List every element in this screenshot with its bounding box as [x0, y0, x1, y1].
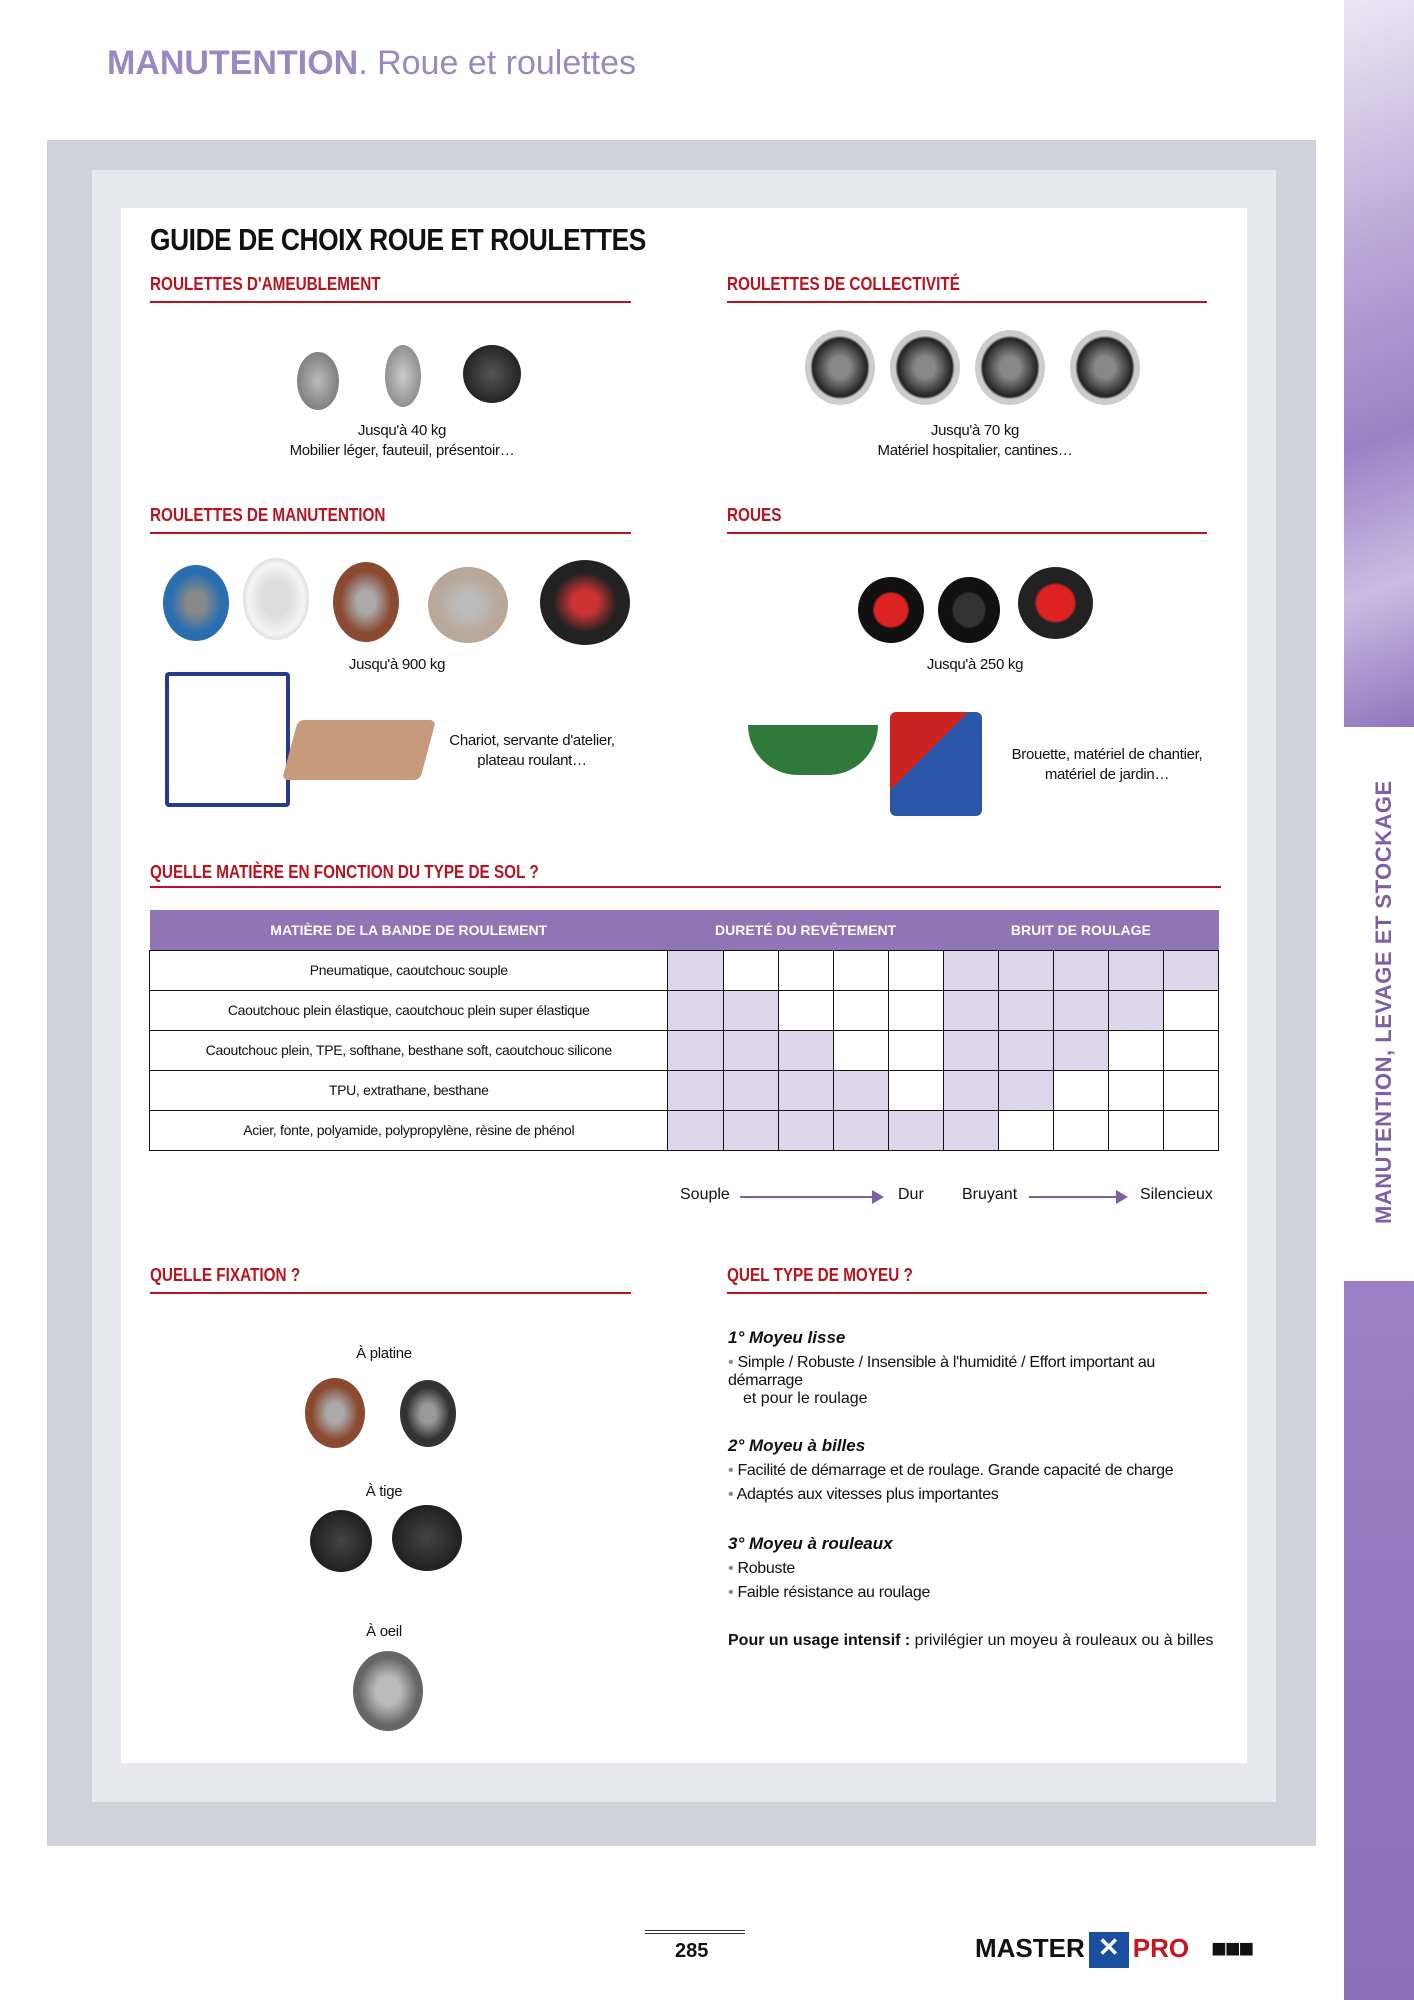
- legend-loud: Bruyant: [962, 1186, 1018, 1203]
- caster-image: [428, 567, 508, 643]
- noise-cell: [1053, 1110, 1108, 1150]
- legend-quiet: Silencieux: [1140, 1186, 1213, 1203]
- hardness-cell: [723, 990, 778, 1030]
- caster-image: [353, 1651, 423, 1731]
- hub-bullet: • Simple / Robuste / Insensible à l'humidité / Effort important au démarrage: [728, 1354, 1228, 1390]
- guide-title: GUIDE DE CHOIX ROUE ET ROULETTES: [150, 222, 646, 257]
- table-row: [150, 1070, 1219, 1110]
- caster-image: [463, 345, 521, 403]
- section-title-moyeu: QUEL TYPE DE MOYEU ?: [727, 1265, 913, 1285]
- table-row: [150, 1030, 1219, 1070]
- noise-cell: [998, 1030, 1053, 1070]
- hub-bullet: • Facilité de démarrage et de roulage. Grande capacité de charge: [728, 1462, 1228, 1480]
- brand-pro: PRO: [1132, 1932, 1190, 1963]
- material-label: Caoutchouc plein élastique, caoutchouc plein super élastique: [150, 990, 668, 1030]
- hardness-cell: [888, 990, 943, 1030]
- hardness-cell: [833, 1070, 888, 1110]
- usage-line: Brouette, matériel de chantier,: [1011, 746, 1203, 763]
- page-number: 285: [675, 1940, 709, 1962]
- sidebar-tab: [1344, 1281, 1414, 2000]
- caster-image: [305, 1378, 365, 1448]
- noise-cell: [1108, 950, 1163, 990]
- caster-image: [163, 565, 229, 641]
- hardness-cell: [723, 1030, 778, 1070]
- material-label: Pneumatique, caoutchouc souple: [150, 950, 668, 990]
- column-header-noise: BRUIT DE ROULAGE: [943, 910, 1218, 950]
- material-label: Caoutchouc plein, TPE, softhane, besthane soft, caoutchouc silicone: [150, 1030, 668, 1070]
- section-title-collectivite: ROULETTES DE COLLECTIVITÉ: [727, 274, 960, 294]
- noise-cell: [998, 1110, 1053, 1150]
- material-label: TPU, extrathane, besthane: [150, 1070, 668, 1110]
- noise-cell: [1163, 1030, 1218, 1070]
- noise-cell: [998, 1070, 1053, 1110]
- hardness-cell: [833, 1110, 888, 1150]
- hub-bullet: • Robuste: [728, 1560, 1228, 1578]
- header-subcategory: . Roue et roulettes: [358, 44, 637, 82]
- caster-image: [1070, 330, 1140, 405]
- fixation-tige-label: À tige: [365, 1483, 403, 1500]
- column-header-hardness: DURETÉ DU REVÊTEMENT: [668, 910, 943, 950]
- hub-title: 2° Moyeu à billes: [728, 1436, 866, 1455]
- arrow-icon: [1029, 1196, 1126, 1198]
- section-title-ameublement: ROULETTES D'AMEUBLEMENT: [150, 274, 381, 294]
- hub-bullet-cont: et pour le roulage: [743, 1390, 868, 1407]
- hub-title: 1° Moyeu lisse: [728, 1328, 846, 1347]
- note-emphasis: Pour un usage intensif :: [728, 1632, 911, 1649]
- table-row: [150, 950, 1219, 990]
- hub-types: [728, 1328, 1228, 1650]
- hardness-cell: [888, 1070, 943, 1110]
- hardness-cell: [723, 950, 778, 990]
- load-capacity: Jusqu'à 70 kg: [930, 422, 1020, 439]
- page-number-rule: [645, 1930, 745, 1934]
- noise-cell: [1108, 1070, 1163, 1110]
- usage: Mobilier léger, fauteuil, présentoir…: [289, 442, 515, 459]
- usage-line: Chariot, servante d'atelier,: [449, 732, 615, 749]
- hardness-cell: [833, 1030, 888, 1070]
- divider: [727, 532, 1207, 534]
- caster-image: [805, 330, 875, 405]
- section-title-manutention: ROULETTES DE MANUTENTION: [150, 505, 386, 525]
- hub-bullet: • Adaptés aux vitesses plus importantes: [728, 1486, 1228, 1504]
- hub-note: [728, 1632, 1228, 1650]
- section-title-fixation: QUELLE FIXATION ?: [150, 1265, 301, 1285]
- material-label: Acier, fonte, polyamide, polypropylène, rèsine de phénol: [150, 1110, 668, 1150]
- load-capacity: Jusqu'à 40 kg: [357, 422, 447, 439]
- noise-cell: [1108, 1110, 1163, 1150]
- brand-logo: [975, 1932, 1252, 1968]
- noise-cell: [943, 1030, 998, 1070]
- hardness-cell: [668, 990, 723, 1030]
- usage-line: plateau roulant…: [477, 752, 587, 769]
- dots-icon: ■■■: [1211, 1932, 1253, 1963]
- sidebar-decoration: [1344, 0, 1414, 727]
- noise-cell: [998, 990, 1053, 1030]
- noise-cell: [1053, 1070, 1108, 1110]
- hub-bullet: • Faible résistance au roulage: [728, 1584, 1228, 1602]
- hardness-cell: [833, 950, 888, 990]
- page-header: [107, 44, 636, 83]
- hardness-cell: [888, 1030, 943, 1070]
- hub-title: 3° Moyeu à rouleaux: [728, 1534, 893, 1553]
- trolley-image: [165, 672, 290, 807]
- brand-master: MASTER: [975, 1932, 1085, 1963]
- wheel-image: [858, 577, 924, 643]
- caption: [290, 421, 515, 461]
- noise-cell: [1108, 990, 1163, 1030]
- hardness-cell: [778, 950, 833, 990]
- divider: [150, 532, 631, 534]
- noise-cell: [1163, 1110, 1218, 1150]
- hardness-cell: [778, 1110, 833, 1150]
- noise-cell: [998, 950, 1053, 990]
- legend-soft: Souple: [680, 1186, 730, 1203]
- usage: [449, 731, 614, 771]
- hardness-cell: [668, 1030, 723, 1070]
- usage: [1012, 745, 1203, 785]
- noise-cell: [1108, 1030, 1163, 1070]
- dolly-image: [282, 720, 436, 780]
- sidebar-label: MANUTENTION, LEVAGE ET STOCKAGE: [1371, 780, 1396, 1224]
- hardness-cell: [888, 950, 943, 990]
- caster-image: [975, 330, 1045, 405]
- hardness-cell: [668, 950, 723, 990]
- hardness-cell: [668, 1110, 723, 1150]
- hardness-cell: [888, 1110, 943, 1150]
- divider: [727, 301, 1207, 303]
- hardness-cell: [778, 1030, 833, 1070]
- hardness-cell: [668, 1070, 723, 1110]
- section-title-matiere: QUELLE MATIÈRE EN FONCTION DU TYPE DE SOL ?: [150, 862, 539, 882]
- table-row: [150, 990, 1219, 1030]
- caster-image: [400, 1380, 456, 1447]
- divider: [150, 886, 1221, 888]
- caster-image: [333, 562, 399, 642]
- noise-cell: [1163, 1070, 1218, 1110]
- column-header-material: MATIÈRE DE LA BANDE DE ROULEMENT: [150, 910, 668, 950]
- star-icon: ✕: [1089, 1932, 1129, 1968]
- caster-image: [297, 352, 339, 410]
- caster-image: [243, 558, 309, 640]
- section-title-roues: ROUES: [727, 505, 782, 525]
- hardness-cell: [723, 1110, 778, 1150]
- divider: [727, 1292, 1207, 1294]
- handtruck-image: [890, 712, 982, 816]
- legend-hard: Dur: [898, 1186, 924, 1203]
- divider: [150, 301, 631, 303]
- noise-cell: [943, 1110, 998, 1150]
- noise-cell: [1163, 950, 1218, 990]
- load-capacity: Jusqu'à 250 kg: [926, 656, 1024, 673]
- hardness-cell: [778, 1070, 833, 1110]
- noise-cell: [1053, 1030, 1108, 1070]
- note-text: privilégier un moyeu à rouleaux ou à billes: [910, 1632, 1214, 1649]
- noise-cell: [943, 1070, 998, 1110]
- usage-line: matériel de jardin…: [1044, 766, 1170, 783]
- noise-cell: [943, 950, 998, 990]
- table-row: [150, 1110, 1219, 1150]
- divider: [150, 1292, 631, 1294]
- noise-cell: [1053, 990, 1108, 1030]
- caster-image: [890, 330, 960, 405]
- hardness-cell: [778, 990, 833, 1030]
- material-table: [149, 910, 1219, 1151]
- caster-image: [310, 1510, 372, 1572]
- noise-cell: [943, 990, 998, 1030]
- fixation-platine-label: À platine: [356, 1345, 412, 1362]
- caster-image: [392, 1505, 462, 1571]
- caster-image: [540, 560, 630, 645]
- hardness-cell: [833, 990, 888, 1030]
- fixation-oeil-label: À oeil: [366, 1623, 402, 1640]
- header-category: MANUTENTION: [107, 44, 359, 82]
- arrow-icon: [740, 1196, 882, 1198]
- noise-cell: [1163, 990, 1218, 1030]
- caster-image: [385, 345, 421, 407]
- usage: Matériel hospitalier, cantines…: [877, 442, 1073, 459]
- noise-cell: [1053, 950, 1108, 990]
- caption: [878, 421, 1073, 461]
- wheel-image: [1018, 567, 1093, 639]
- wheel-image: [938, 577, 1000, 643]
- hardness-cell: [723, 1070, 778, 1110]
- load-capacity: Jusqu'à 900 kg: [348, 656, 446, 673]
